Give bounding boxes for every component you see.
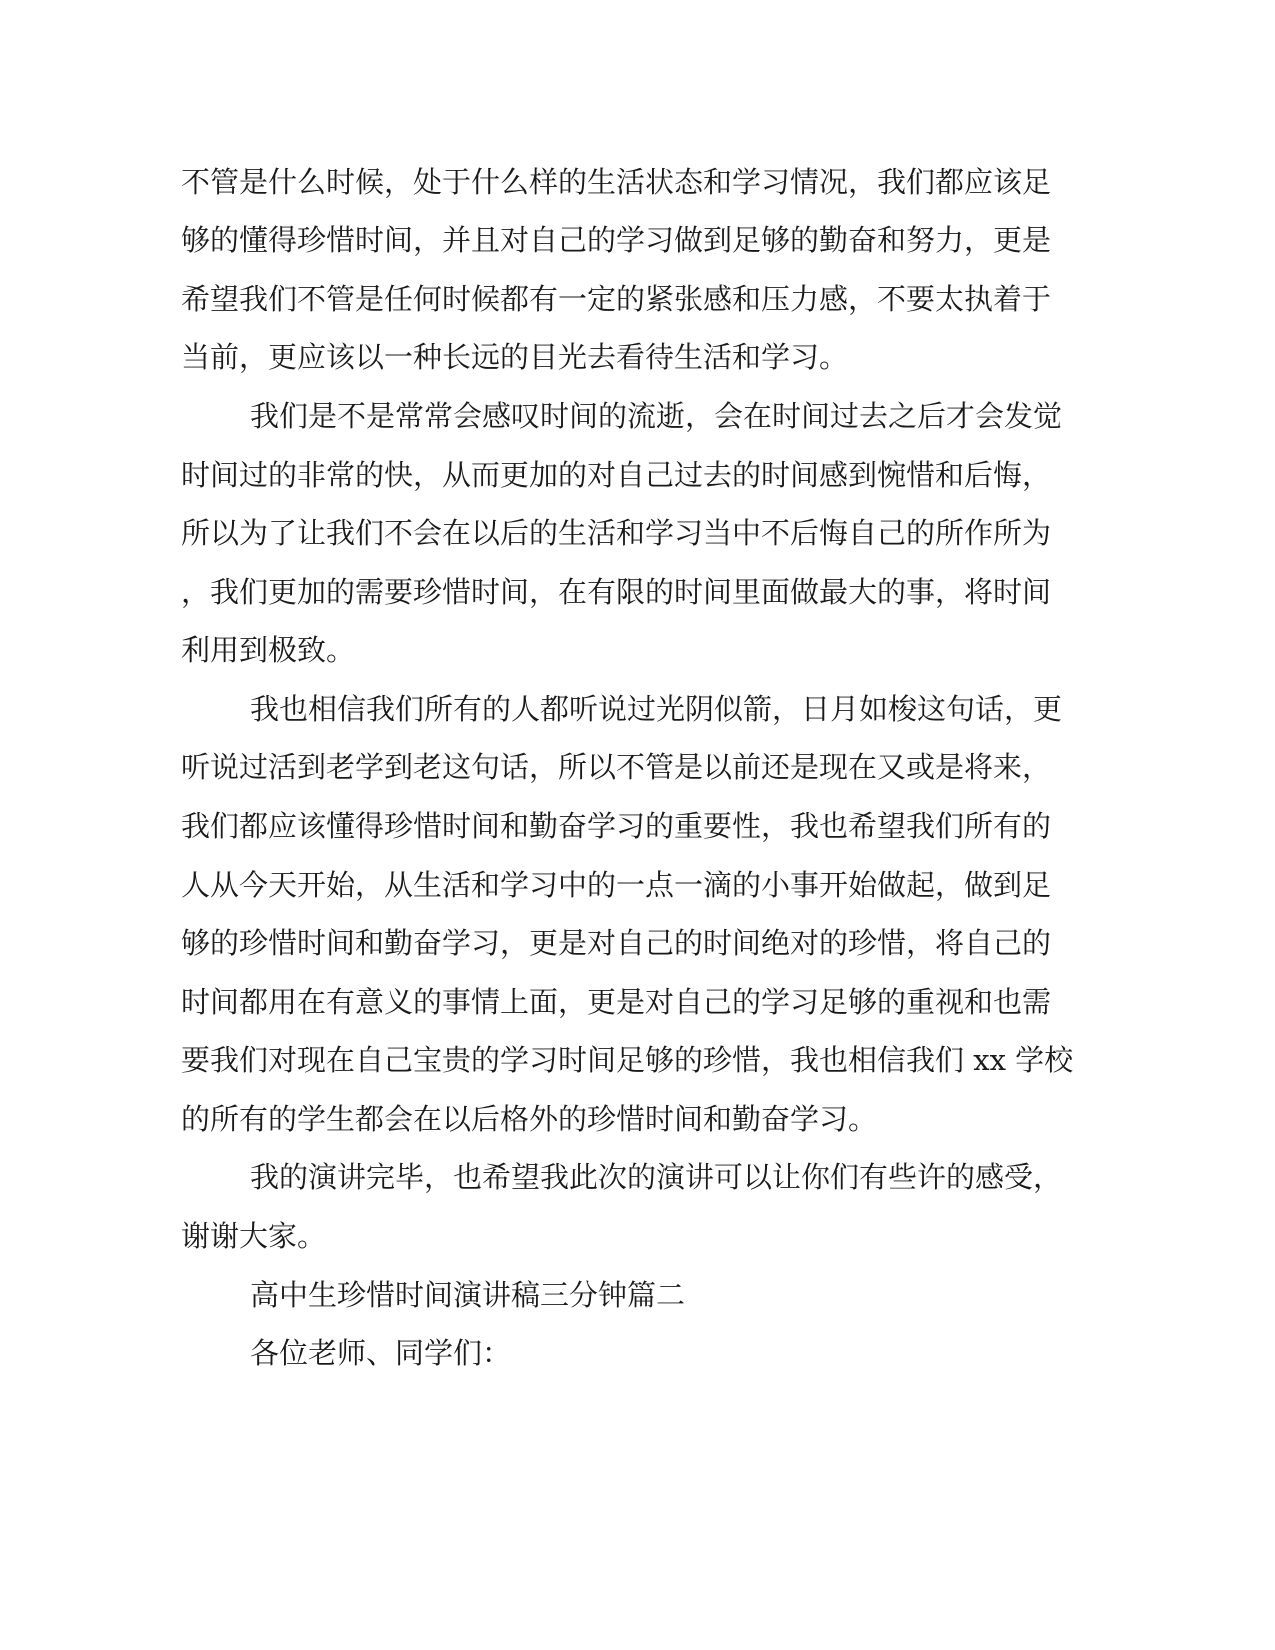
paragraph-3-line-4: 人从今天开始，从生活和学习中的一点一滴的小事开始做起，做到足 bbox=[181, 868, 1052, 902]
paragraph-3-line-1: 我也相信我们所有的人都听说过光阴似箭，日月如梭这句话，更 bbox=[250, 692, 1063, 726]
paragraph-2-line-3: 所以为了让我们不会在以后的生活和学习当中不后悔自己的所作所为 bbox=[181, 516, 1052, 550]
paragraph-1-line-3: 希望我们不管是任何时候都有一定的紧张感和压力感，不要太执着于 bbox=[181, 282, 1052, 316]
section-heading: 高中生珍惜时间演讲稿三分钟篇二 bbox=[250, 1278, 686, 1312]
paragraph-3-line-5: 够的珍惜时间和勤奋学习，更是对自己的时间绝对的珍惜，将自己的 bbox=[181, 926, 1052, 960]
paragraph-2-line-4: ，我们更加的需要珍惜时间，在有限的时间里面做最大的事，将时间 bbox=[181, 575, 1052, 609]
paragraph-1-line-1: 不管是什么时候，处于什么样的生活状态和学习情况，我们都应该足 bbox=[181, 165, 1052, 199]
salutation: 各位老师、同学们： bbox=[250, 1336, 512, 1370]
paragraph-3-line-2: 听说过活到老学到老这句话，所以不管是以前还是现在又或是将来， bbox=[181, 750, 1052, 784]
paragraph-2-line-1: 我们是不是常常会感叹时间的流逝，会在时间过去之后才会发觉 bbox=[250, 399, 1063, 433]
paragraph-3-line-6: 时间都用在有意义的事情上面，更是对自己的学习足够的重视和也需 bbox=[181, 985, 1052, 1019]
paragraph-3-line-3: 我们都应该懂得珍惜时间和勤奋学习的重要性，我也希望我们所有的 bbox=[181, 809, 1052, 843]
paragraph-1-line-2: 够的懂得珍惜时间，并且对自己的学习做到足够的勤奋和努力，更是 bbox=[181, 223, 1052, 257]
paragraph-3-line-8: 的所有的学生都会在以后格外的珍惜时间和勤奋学习。 bbox=[181, 1102, 878, 1136]
paragraph-2-line-2: 时间过的非常的快，从而更加的对自己过去的时间感到惋惜和后悔， bbox=[181, 458, 1052, 492]
paragraph-1-line-4: 当前，更应该以一种长远的目光去看待生活和学习。 bbox=[181, 340, 849, 374]
paragraph-3-line-7: 要我们对现在自己宝贵的学习时间足够的珍惜，我也相信我们 xx 学校 bbox=[181, 1043, 1074, 1077]
paragraph-4-line-1: 我的演讲完毕，也希望我此次的演讲可以让你们有些许的感受， bbox=[250, 1160, 1063, 1194]
paragraph-2-line-5: 利用到极致。 bbox=[181, 633, 356, 667]
paragraph-4-line-2: 谢谢大家。 bbox=[181, 1219, 327, 1253]
